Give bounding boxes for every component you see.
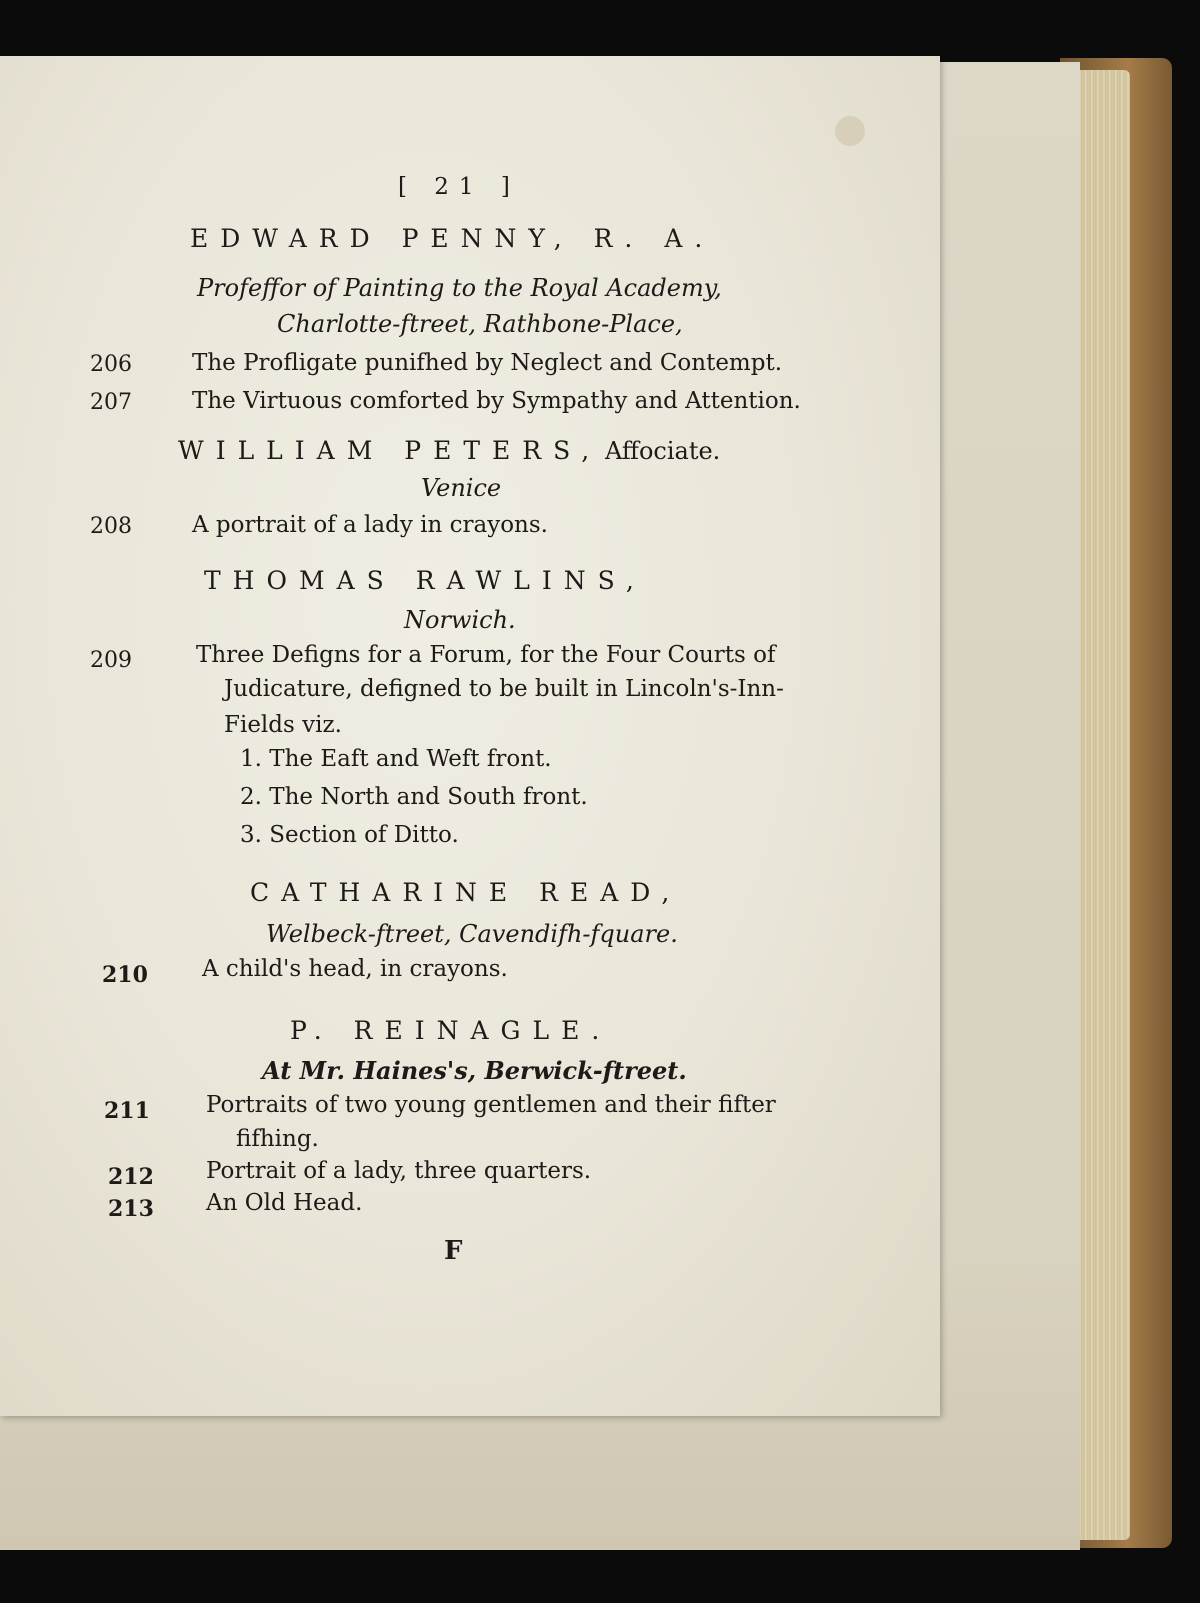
entry-subitem: 1. The Eaft and Weft front. bbox=[240, 746, 552, 772]
artist-address: Norwich. bbox=[404, 606, 516, 634]
artist-name: P. REINAGLE. bbox=[290, 1016, 612, 1045]
entry-title: An Old Head. bbox=[206, 1190, 363, 1216]
entry-subitem: 3. Section of Ditto. bbox=[240, 822, 459, 848]
entry-title: Three Defigns for a Forum, for the Four Courts of bbox=[196, 642, 776, 668]
artist-address: Welbeck-ftreet, Cavendifh-fquare. bbox=[266, 920, 678, 948]
artist-address: Charlotte-ftreet, Rathbone-Place, bbox=[277, 310, 683, 338]
artist-address: At Mr. Haines's, Berwick-ftreet. bbox=[262, 1056, 687, 1085]
entry-number: 207 bbox=[90, 390, 132, 415]
entry-number: 213 bbox=[108, 1196, 154, 1222]
entry-title: The Profligate punifhed by Neglect and Contempt. bbox=[192, 350, 783, 376]
stain bbox=[835, 116, 865, 146]
entry-number: 209 bbox=[90, 648, 132, 673]
entry-title: Portraits of two young gentlemen and their fifter bbox=[206, 1092, 776, 1118]
entry-title-continued: fifhing. bbox=[236, 1126, 319, 1152]
artist-name: THOMAS RAWLINS, bbox=[204, 566, 646, 595]
entry-number: 208 bbox=[90, 514, 132, 539]
entry-number: 210 bbox=[102, 962, 148, 988]
entry-title: A child's head, in crayons. bbox=[202, 956, 508, 982]
artist-name: EDWARD PENNY, R. A. bbox=[190, 224, 715, 253]
signature-mark: F bbox=[444, 1236, 463, 1266]
entry-number: 206 bbox=[90, 352, 132, 377]
entry-title: The Virtuous comforted by Sympathy and Attention. bbox=[192, 388, 801, 414]
artist-rank: Affociate. bbox=[605, 437, 721, 465]
entry-subitem: 2. The North and South front. bbox=[240, 784, 588, 810]
artist-name: WILLIAM PETERS, bbox=[178, 436, 602, 465]
artist-address: Profeffor of Painting to the Royal Academy, bbox=[197, 274, 722, 302]
page-number: [ 21 ] bbox=[398, 174, 520, 200]
entry-number: 212 bbox=[108, 1164, 154, 1190]
entry-title-continued: Judicature, defigned to be built in Lincoln's-Inn- bbox=[224, 676, 784, 702]
artist-address: Venice bbox=[421, 474, 502, 502]
catalogue-page bbox=[0, 56, 940, 1416]
entry-title: Portrait of a lady, three quarters. bbox=[206, 1158, 592, 1184]
entry-title-continued: Fields viz. bbox=[224, 712, 342, 738]
entry-number: 211 bbox=[104, 1098, 150, 1124]
artist-name: CATHARINE READ, bbox=[250, 878, 682, 907]
entry-title: A portrait of a lady in crayons. bbox=[192, 512, 548, 538]
